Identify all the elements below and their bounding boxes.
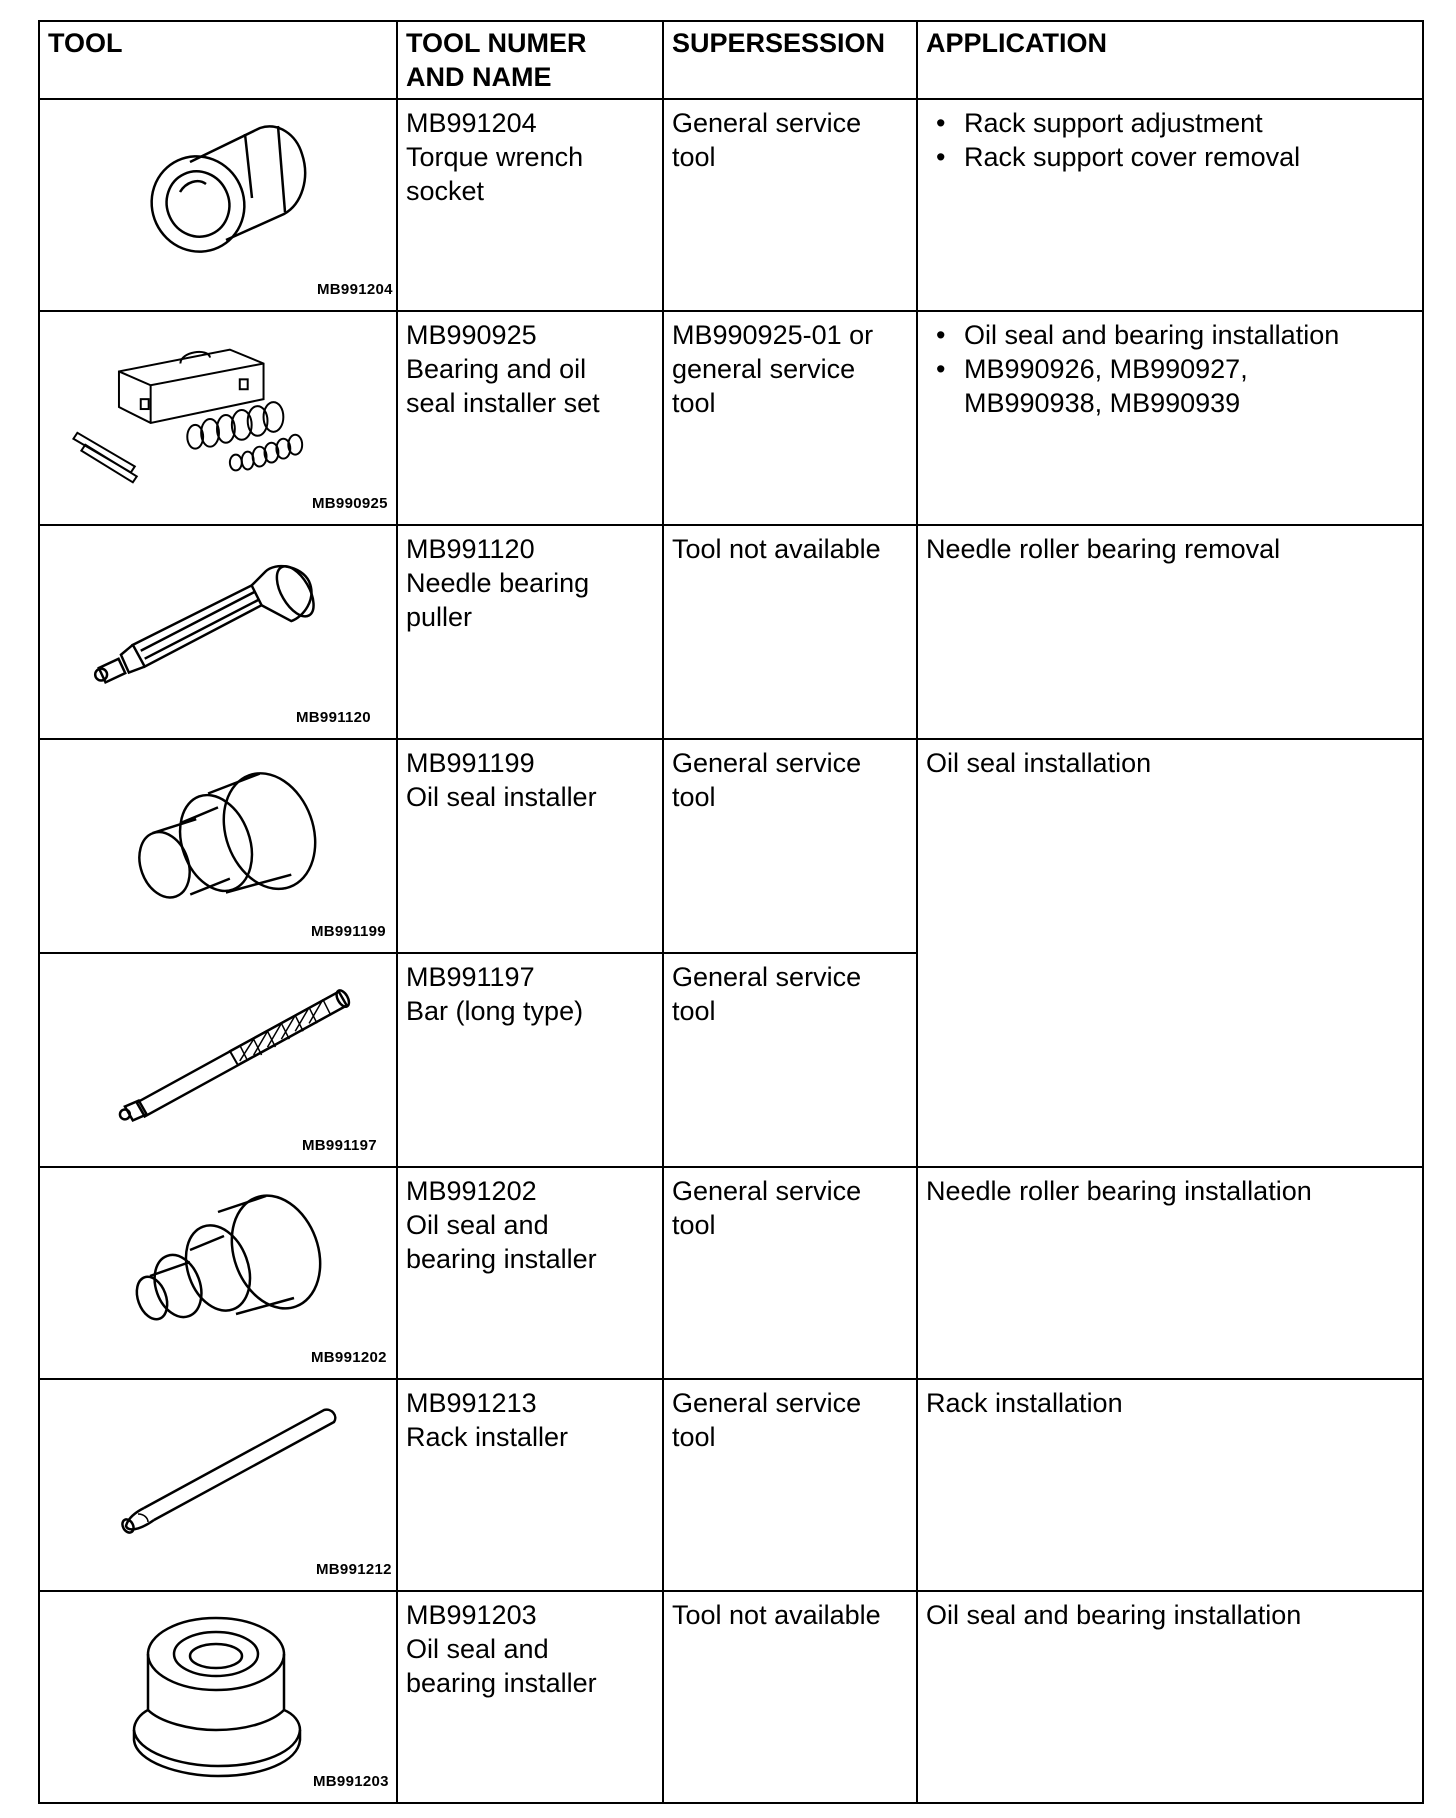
supersession-line: General service [672, 108, 862, 138]
supersession-line: General service [672, 1176, 862, 1206]
header-application: APPLICATION [917, 21, 1423, 99]
application-cell [917, 1591, 1423, 1803]
tool-name-line: bearing installer [406, 1668, 597, 1698]
tool-number-name-cell [397, 1167, 663, 1379]
tool-image-cell [39, 1167, 397, 1379]
supersession-line: General service [672, 962, 862, 992]
bearing-installer-icon [40, 1168, 394, 1372]
application-cell [917, 311, 1423, 525]
tool-image-label: MB991204 [317, 281, 393, 298]
header-tool-number-name [397, 21, 663, 99]
application-item: • Oil seal and bearing installation [926, 318, 1415, 352]
tool-name-line: socket [406, 176, 485, 206]
tool-image-cell [39, 525, 397, 739]
application-item: • Rack support adjustment [926, 106, 1415, 140]
tool-image-label: MB991203 [313, 1773, 389, 1790]
supersession-line: tool [672, 142, 716, 172]
supersession-line: tool [672, 1422, 716, 1452]
tool-name-line: Torque wrench [406, 142, 584, 172]
supersession-line: tool [672, 782, 716, 812]
supersession-line: Tool not available [672, 1600, 881, 1630]
special-tools-table [38, 20, 1424, 1804]
supersession-line: General service [672, 748, 862, 778]
supersession-line: General service [672, 1388, 862, 1418]
application-cell [917, 525, 1423, 739]
tool-name-line: Oil seal and [406, 1210, 549, 1240]
table-row [39, 311, 1423, 525]
tool-image-label: MB991197 [302, 1137, 377, 1154]
application-item: • Rack support cover removal [926, 140, 1415, 174]
supersession-line: tool [672, 996, 716, 1026]
oil-seal-installer-icon [40, 740, 394, 944]
tool-image-cell [39, 1591, 397, 1803]
application-cell [917, 739, 1423, 1167]
table-row [39, 739, 1423, 953]
tool-image-label: MB991212 [316, 1561, 392, 1578]
table-row [39, 99, 1423, 311]
tool-number: MB991120 [406, 534, 535, 564]
tool-name-line: Oil seal and [406, 1634, 549, 1664]
supersession-cell [663, 99, 917, 311]
tool-name-line: bearing installer [406, 1244, 597, 1274]
application-item: • MB990926, MB990927, [926, 352, 1415, 386]
application-item-continuation: MB990938, MB990939 [964, 388, 1241, 418]
tool-number: MB991202 [406, 1176, 537, 1206]
application-text: Oil seal installation [926, 748, 1152, 778]
tool-image-cell [39, 953, 397, 1167]
bar-icon [40, 954, 394, 1158]
table-row [39, 1379, 1423, 1591]
ring-installer-icon [40, 1592, 394, 1796]
supersession-cell [663, 1591, 917, 1803]
supersession-cell [663, 1379, 917, 1591]
supersession-line: tool [672, 388, 716, 418]
tool-number-name-cell [397, 739, 663, 953]
tool-image-cell [39, 739, 397, 953]
supersession-line: tool [672, 1210, 716, 1240]
tool-number: MB991204 [406, 108, 537, 138]
tool-image-cell [39, 99, 397, 311]
supersession-line: general service [672, 354, 856, 384]
tool-number: MB991199 [406, 748, 535, 778]
table-row [39, 1167, 1423, 1379]
tool-image-label: MB991120 [296, 709, 371, 726]
tool-name-line: Rack installer [406, 1422, 569, 1452]
application-text: Needle roller bearing removal [926, 534, 1281, 564]
application-list [926, 106, 1415, 174]
puller-icon [40, 526, 394, 730]
supersession-cell [663, 525, 917, 739]
tool-number-name-cell [397, 525, 663, 739]
tool-name-line: Bar (long type) [406, 996, 584, 1026]
supersession-line: Tool not available [672, 534, 881, 564]
tool-number-name-cell [397, 311, 663, 525]
tool-name-line: puller [406, 602, 473, 632]
tool-name-line: seal installer set [406, 388, 600, 418]
tool-name-line: Bearing and oil [406, 354, 587, 384]
tool-number: MB991197 [406, 962, 535, 992]
application-cell [917, 99, 1423, 311]
tool-number-name-cell [397, 953, 663, 1167]
supersession-cell [663, 1167, 917, 1379]
application-text: Rack installation [926, 1388, 1123, 1418]
application-text: Needle roller bearing installation [926, 1176, 1312, 1206]
supersession-cell [663, 739, 917, 953]
tool-number-name-cell [397, 1591, 663, 1803]
tool-name-line: Needle bearing [406, 568, 590, 598]
tool-number: MB991203 [406, 1600, 537, 1630]
header-tool-number-name-line: TOOL NUMER [406, 28, 587, 58]
supersession-cell [663, 311, 917, 525]
application-cell [917, 1379, 1423, 1591]
tool-number: MB991213 [406, 1388, 537, 1418]
table-row [39, 525, 1423, 739]
application-list [926, 318, 1415, 386]
tool-image-label: MB991199 [311, 923, 386, 940]
installer-set-icon [40, 312, 394, 516]
supersession-cell [663, 953, 917, 1167]
supersession-line: MB990925-01 or [672, 320, 874, 350]
header-row [39, 21, 1423, 99]
tool-image-cell [39, 311, 397, 525]
tool-image-cell [39, 1379, 397, 1591]
socket-icon [40, 100, 394, 304]
tool-number-name-cell [397, 99, 663, 311]
tool-name-line: Oil seal installer [406, 782, 597, 812]
tool-image-label: MB990925 [312, 495, 388, 512]
header-tool-number-name-line: AND NAME [406, 62, 552, 92]
tool-number: MB990925 [406, 320, 537, 350]
tool-image-label: MB991202 [311, 1349, 387, 1366]
header-tool: TOOL [39, 21, 397, 99]
rack-installer-icon [40, 1380, 394, 1584]
application-text: Oil seal and bearing installation [926, 1600, 1302, 1630]
header-supersession: SUPERSESSION [663, 21, 917, 99]
tool-number-name-cell [397, 1379, 663, 1591]
application-cell [917, 1167, 1423, 1379]
table-row [39, 1591, 1423, 1803]
